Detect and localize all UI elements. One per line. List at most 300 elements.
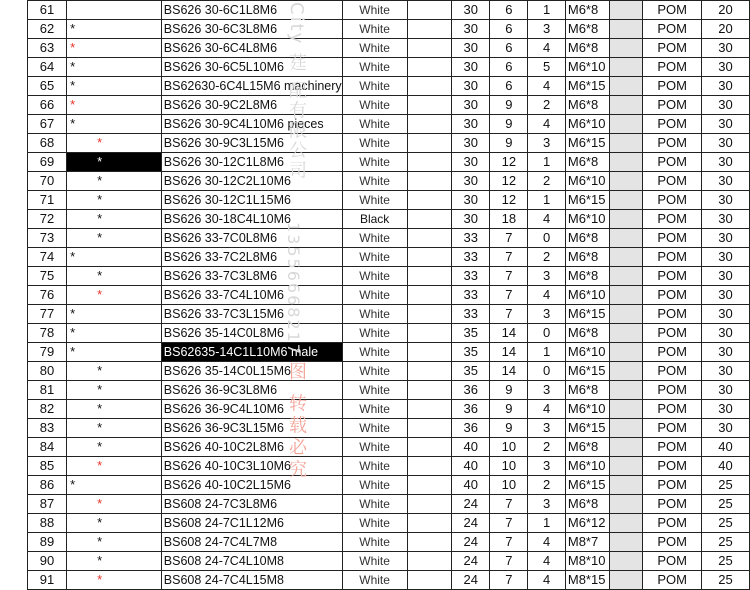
gray-band	[610, 1, 643, 20]
table-row	[28, 324, 750, 343]
value-a: 36	[452, 381, 490, 400]
row-mark: *	[67, 20, 162, 39]
value-c: 4	[528, 552, 565, 571]
gray-band	[610, 39, 643, 58]
table-row	[28, 533, 750, 552]
table-row	[28, 419, 750, 438]
value-c: 4	[528, 571, 565, 590]
row-number: 64	[28, 58, 67, 77]
model-code: BS626 35-14C0L15M6	[161, 362, 342, 381]
row-mark	[67, 1, 162, 20]
material: POM	[643, 419, 702, 438]
hardness-value: 30	[701, 191, 749, 210]
row-number: 70	[28, 172, 67, 191]
screw-spec: M6*8	[565, 153, 610, 172]
gray-band	[610, 552, 643, 571]
row-number: 75	[28, 267, 67, 286]
screw-spec: M6*10	[565, 400, 610, 419]
color-value: White	[342, 400, 407, 419]
hardness-value: 30	[701, 172, 749, 191]
color-value: White	[342, 305, 407, 324]
blank-cell	[407, 362, 452, 381]
material: POM	[643, 533, 702, 552]
screw-spec: M6*8	[565, 96, 610, 115]
value-a: 36	[452, 400, 490, 419]
table-row	[28, 39, 750, 58]
table-row	[28, 134, 750, 153]
blank-cell	[407, 77, 452, 96]
gray-band	[610, 191, 643, 210]
material: POM	[643, 400, 702, 419]
material: POM	[643, 476, 702, 495]
row-mark: *	[67, 343, 162, 362]
hardness-value: 30	[701, 267, 749, 286]
material: POM	[643, 438, 702, 457]
row-number: 68	[28, 134, 67, 153]
value-b: 7	[490, 514, 528, 533]
row-number: 90	[28, 552, 67, 571]
table-row	[28, 343, 750, 362]
blank-cell	[407, 400, 452, 419]
value-b: 6	[490, 77, 528, 96]
material: POM	[643, 210, 702, 229]
value-b: 7	[490, 267, 528, 286]
value-b: 14	[490, 343, 528, 362]
color-value: White	[342, 39, 407, 58]
screw-spec: M6*15	[565, 134, 610, 153]
table-row	[28, 552, 750, 571]
model-code: BS626 35-14C0L8M6	[161, 324, 342, 343]
value-b: 14	[490, 362, 528, 381]
material: POM	[643, 343, 702, 362]
gray-band	[610, 514, 643, 533]
model-code: BS626 30-6C4L8M6	[161, 39, 342, 58]
row-mark: *	[67, 324, 162, 343]
value-a: 24	[452, 514, 490, 533]
material: POM	[643, 20, 702, 39]
row-number: 80	[28, 362, 67, 381]
row-mark: *	[67, 96, 162, 115]
blank-cell	[407, 495, 452, 514]
color-value: White	[342, 495, 407, 514]
hardness-value: 30	[701, 419, 749, 438]
row-mark: *	[67, 286, 162, 305]
screw-spec: M6*8	[565, 39, 610, 58]
row-number: 86	[28, 476, 67, 495]
table-row	[28, 381, 750, 400]
watermark-gray: City 莛 配有限公司	[286, 2, 307, 181]
model-code: BS626 40-10C2L8M6	[161, 438, 342, 457]
model-code: BS626 33-7C0L8M6	[161, 229, 342, 248]
screw-spec: M6*8	[565, 495, 610, 514]
blank-cell	[407, 58, 452, 77]
table-row	[28, 96, 750, 115]
screw-spec: M8*10	[565, 552, 610, 571]
value-a: 30	[452, 172, 490, 191]
blank-cell	[407, 343, 452, 362]
value-b: 9	[490, 134, 528, 153]
model-code: BS626 40-10C3L10M6	[161, 457, 342, 476]
screw-spec: M6*15	[565, 476, 610, 495]
value-b: 7	[490, 495, 528, 514]
screw-spec: M6*15	[565, 77, 610, 96]
table-row	[28, 58, 750, 77]
screw-spec: M6*10	[565, 210, 610, 229]
hardness-value: 30	[701, 229, 749, 248]
color-value: White	[342, 514, 407, 533]
row-mark: *	[67, 77, 162, 96]
screw-spec: M6*8	[565, 20, 610, 39]
screw-spec: M6*10	[565, 343, 610, 362]
gray-band	[610, 305, 643, 324]
hardness-value: 40	[701, 457, 749, 476]
value-a: 24	[452, 533, 490, 552]
value-c: 2	[528, 96, 565, 115]
color-value: White	[342, 153, 407, 172]
color-value: White	[342, 533, 407, 552]
table-row	[28, 457, 750, 476]
value-a: 30	[452, 115, 490, 134]
value-b: 10	[490, 476, 528, 495]
blank-cell	[407, 96, 452, 115]
screw-spec: M6*10	[565, 457, 610, 476]
value-b: 10	[490, 457, 528, 476]
model-code: BS626 30-9C4L10M6 pieces	[161, 115, 342, 134]
row-mark: *	[67, 267, 162, 286]
value-b: 7	[490, 305, 528, 324]
color-value: White	[342, 172, 407, 191]
material: POM	[643, 571, 702, 590]
value-c: 3	[528, 267, 565, 286]
hardness-value: 30	[701, 115, 749, 134]
value-c: 2	[528, 476, 565, 495]
screw-spec: M6*10	[565, 286, 610, 305]
row-mark: *	[67, 533, 162, 552]
color-value: White	[342, 77, 407, 96]
color-value: White	[342, 96, 407, 115]
color-value: White	[342, 248, 407, 267]
model-code: BS626 30-18C4L10M6	[161, 210, 342, 229]
value-c: 4	[528, 115, 565, 134]
model-code: BS62635-14C1L10M6 male	[161, 343, 342, 362]
value-a: 33	[452, 305, 490, 324]
model-code: BS626 33-7C2L8M6	[161, 248, 342, 267]
model-code: BS626 36-9C4L10M6	[161, 400, 342, 419]
value-b: 7	[490, 229, 528, 248]
gray-band	[610, 286, 643, 305]
model-code: BS626 30-12C1L8M6	[161, 153, 342, 172]
model-code: BS608 24-7C4L10M8	[161, 552, 342, 571]
value-a: 24	[452, 571, 490, 590]
blank-cell	[407, 1, 452, 20]
table-row	[28, 571, 750, 590]
blank-cell	[407, 191, 452, 210]
blank-cell	[407, 324, 452, 343]
value-b: 7	[490, 533, 528, 552]
gray-band	[610, 533, 643, 552]
table-row	[28, 362, 750, 381]
hardness-value: 30	[701, 343, 749, 362]
blank-cell	[407, 571, 452, 590]
value-c: 3	[528, 134, 565, 153]
row-number: 66	[28, 96, 67, 115]
gray-band	[610, 58, 643, 77]
value-b: 10	[490, 438, 528, 457]
row-mark: *	[67, 495, 162, 514]
value-a: 30	[452, 210, 490, 229]
hardness-value: 30	[701, 381, 749, 400]
model-code: BS626 30-6C1L8M6	[161, 1, 342, 20]
screw-spec: M6*10	[565, 58, 610, 77]
material: POM	[643, 172, 702, 191]
model-code: BS626 36-9C3L15M6	[161, 419, 342, 438]
hardness-value: 30	[701, 305, 749, 324]
table-row	[28, 495, 750, 514]
row-mark: *	[67, 476, 162, 495]
parts-table-body	[28, 1, 750, 590]
hardness-value: 20	[701, 20, 749, 39]
screw-spec: M6*8	[565, 229, 610, 248]
screw-spec: M6*10	[565, 115, 610, 134]
row-number: 61	[28, 1, 67, 20]
model-code: BS626 33-7C3L8M6	[161, 267, 342, 286]
blank-cell	[407, 419, 452, 438]
value-c: 4	[528, 210, 565, 229]
model-code: BS626 30-9C3L15M6	[161, 134, 342, 153]
gray-band	[610, 571, 643, 590]
value-b: 12	[490, 191, 528, 210]
row-number: 74	[28, 248, 67, 267]
blank-cell	[407, 514, 452, 533]
gray-band	[610, 210, 643, 229]
gray-band	[610, 457, 643, 476]
hardness-value: 25	[701, 495, 749, 514]
color-value: White	[342, 438, 407, 457]
value-b: 6	[490, 1, 528, 20]
value-a: 30	[452, 96, 490, 115]
value-b: 6	[490, 39, 528, 58]
model-code: BS608 24-7C3L8M6	[161, 495, 342, 514]
row-mark: *	[67, 229, 162, 248]
row-number: 69	[28, 153, 67, 172]
value-b: 9	[490, 419, 528, 438]
screw-spec: M6*8	[565, 1, 610, 20]
table-row	[28, 267, 750, 286]
value-c: 3	[528, 381, 565, 400]
gray-band	[610, 495, 643, 514]
screw-spec: M6*8	[565, 438, 610, 457]
color-value: White	[342, 571, 407, 590]
material: POM	[643, 381, 702, 400]
value-a: 24	[452, 552, 490, 571]
value-b: 9	[490, 96, 528, 115]
row-number: 65	[28, 77, 67, 96]
row-number: 82	[28, 400, 67, 419]
value-c: 3	[528, 457, 565, 476]
gray-band	[610, 134, 643, 153]
screw-spec: M6*8	[565, 248, 610, 267]
material: POM	[643, 191, 702, 210]
value-b: 6	[490, 20, 528, 39]
row-number: 78	[28, 324, 67, 343]
table-row	[28, 286, 750, 305]
color-value: White	[342, 419, 407, 438]
model-code: BS626 36-9C3L8M6	[161, 381, 342, 400]
value-c: 4	[528, 39, 565, 58]
value-a: 36	[452, 419, 490, 438]
material: POM	[643, 1, 702, 20]
gray-band	[610, 267, 643, 286]
gray-band	[610, 381, 643, 400]
value-b: 6	[490, 58, 528, 77]
value-c: 1	[528, 343, 565, 362]
hardness-value: 30	[701, 134, 749, 153]
row-number: 76	[28, 286, 67, 305]
material: POM	[643, 96, 702, 115]
value-c: 1	[528, 1, 565, 20]
row-mark: *	[67, 153, 162, 172]
row-mark: *	[67, 400, 162, 419]
row-number: 63	[28, 39, 67, 58]
blank-cell	[407, 153, 452, 172]
blank-cell	[407, 172, 452, 191]
value-b: 14	[490, 324, 528, 343]
color-value: White	[342, 134, 407, 153]
value-a: 40	[452, 476, 490, 495]
gray-band	[610, 343, 643, 362]
screw-spec: M6*8	[565, 381, 610, 400]
value-c: 0	[528, 362, 565, 381]
hardness-value: 25	[701, 533, 749, 552]
hardness-value: 30	[701, 210, 749, 229]
model-code: BS626 30-6C3L8M6	[161, 20, 342, 39]
hardness-value: 20	[701, 1, 749, 20]
color-value: White	[342, 457, 407, 476]
value-a: 35	[452, 362, 490, 381]
value-a: 33	[452, 229, 490, 248]
table-row	[28, 172, 750, 191]
value-c: 1	[528, 191, 565, 210]
row-number: 88	[28, 514, 67, 533]
value-a: 35	[452, 324, 490, 343]
row-number: 62	[28, 20, 67, 39]
hardness-value: 25	[701, 571, 749, 590]
model-code: BS626 30-12C1L15M6	[161, 191, 342, 210]
hardness-value: 30	[701, 77, 749, 96]
value-c: 1	[528, 514, 565, 533]
table-row	[28, 476, 750, 495]
watermark-red: 图 转载必究	[286, 362, 307, 482]
material: POM	[643, 552, 702, 571]
value-a: 40	[452, 457, 490, 476]
blank-cell	[407, 134, 452, 153]
hardness-value: 30	[701, 153, 749, 172]
value-a: 30	[452, 134, 490, 153]
model-code: BS62630-6C4L15M6 machinery	[161, 77, 342, 96]
table-row	[28, 229, 750, 248]
value-b: 18	[490, 210, 528, 229]
screw-spec: M6*8	[565, 324, 610, 343]
row-number: 85	[28, 457, 67, 476]
screw-spec: M6*10	[565, 172, 610, 191]
hardness-value: 30	[701, 96, 749, 115]
value-c: 3	[528, 305, 565, 324]
gray-band	[610, 438, 643, 457]
screw-spec: M6*8	[565, 267, 610, 286]
material: POM	[643, 495, 702, 514]
blank-cell	[407, 381, 452, 400]
screw-spec: M6*15	[565, 362, 610, 381]
value-c: 3	[528, 20, 565, 39]
gray-band	[610, 96, 643, 115]
material: POM	[643, 457, 702, 476]
color-value: White	[342, 362, 407, 381]
watermark-phone: 13556668217	[284, 222, 303, 356]
table-row	[28, 248, 750, 267]
gray-band	[610, 248, 643, 267]
row-mark: *	[67, 514, 162, 533]
hardness-value: 30	[701, 248, 749, 267]
parts-table	[27, 0, 750, 590]
row-number: 72	[28, 210, 67, 229]
table-row	[28, 210, 750, 229]
material: POM	[643, 229, 702, 248]
row-number: 89	[28, 533, 67, 552]
value-a: 30	[452, 153, 490, 172]
row-mark: *	[67, 115, 162, 134]
model-code: BS608 24-7C4L15M8	[161, 571, 342, 590]
blank-cell	[407, 39, 452, 58]
row-mark: *	[67, 552, 162, 571]
screw-spec: M6*15	[565, 419, 610, 438]
row-mark: *	[67, 248, 162, 267]
row-number: 83	[28, 419, 67, 438]
color-value: White	[342, 1, 407, 20]
model-code: BS626 30-9C2L8M6	[161, 96, 342, 115]
gray-band	[610, 229, 643, 248]
color-value: White	[342, 343, 407, 362]
hardness-value: 25	[701, 552, 749, 571]
row-mark: *	[67, 419, 162, 438]
row-mark: *	[67, 457, 162, 476]
row-mark: *	[67, 191, 162, 210]
table-row	[28, 1, 750, 20]
color-value: Black	[342, 210, 407, 229]
color-value: White	[342, 286, 407, 305]
value-b: 12	[490, 153, 528, 172]
model-code: BS608 24-7C1L12M6	[161, 514, 342, 533]
gray-band	[610, 324, 643, 343]
blank-cell	[407, 476, 452, 495]
gray-band	[610, 115, 643, 134]
value-b: 9	[490, 381, 528, 400]
table-row	[28, 400, 750, 419]
material: POM	[643, 362, 702, 381]
value-a: 33	[452, 248, 490, 267]
blank-cell	[407, 533, 452, 552]
row-mark: *	[67, 172, 162, 191]
gray-band	[610, 400, 643, 419]
hardness-value: 30	[701, 58, 749, 77]
value-c: 2	[528, 438, 565, 457]
value-a: 24	[452, 495, 490, 514]
hardness-value: 40	[701, 438, 749, 457]
color-value: White	[342, 191, 407, 210]
row-number: 87	[28, 495, 67, 514]
table-row	[28, 115, 750, 134]
row-number: 77	[28, 305, 67, 324]
gray-band	[610, 172, 643, 191]
